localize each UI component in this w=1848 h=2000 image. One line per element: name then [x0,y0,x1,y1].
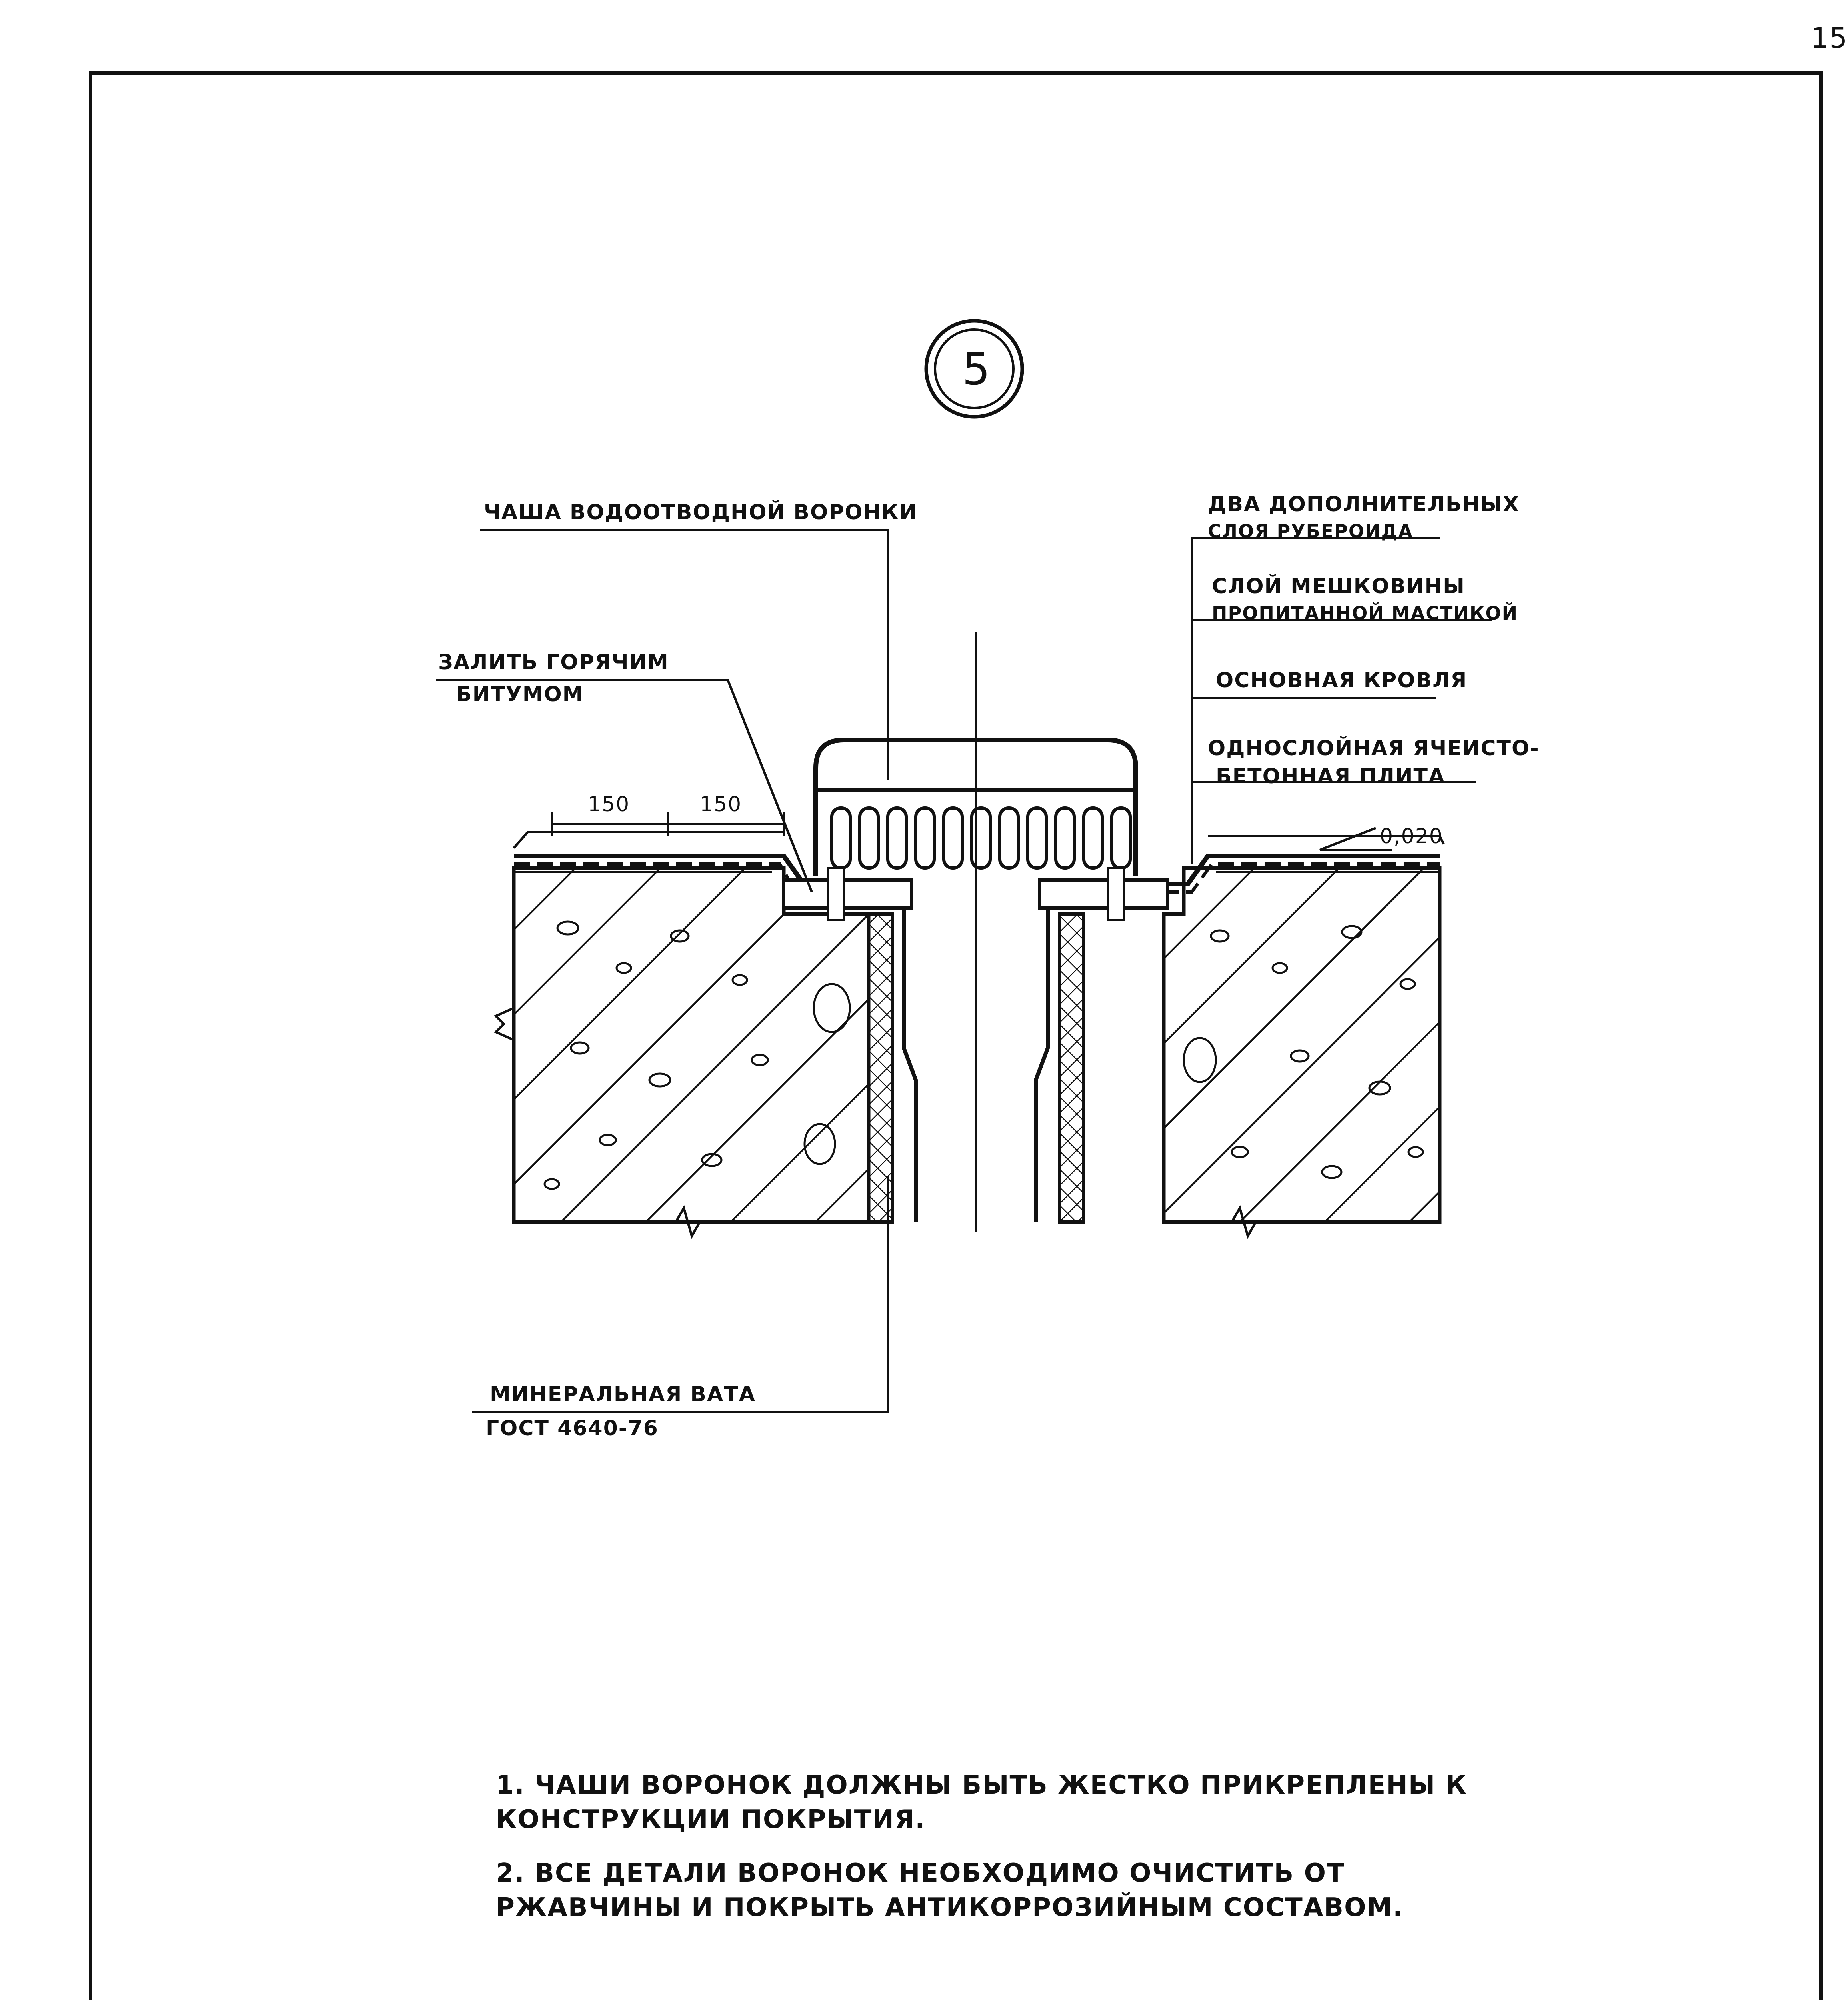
label-bitumen-1: ЗАЛИТЬ ГОРЯЧИМ [438,650,669,674]
dimension-150-left: 150 [588,792,630,816]
page-number: 15 [1811,22,1848,54]
label-layers-2: СЛОЯ РУБЕРОИДА [1208,520,1414,542]
slope-label: 0,020 [1380,824,1443,848]
label-main-roof: ОСНОВНАЯ КРОВЛЯ [1216,668,1468,692]
node-marker-number: 5 [962,344,991,395]
note-2: 2. ВСЕ ДЕТАЛИ ВОРОНОК НЕОБХОДИМО ОЧИСТИТЬ ОТ РЖАВЧИНЫ И ПОКРЫТЬ АНТИКОРРОЗИЙНЫМ СОСТАВОМ. [496,1858,1404,1923]
label-burlap-1: СЛОЙ МЕШКОВИНЫ [1212,574,1465,598]
dimension-150-right: 150 [700,792,742,816]
label-bowl: ЧАША ВОДООТВОДНОЙ ВОРОНКИ [484,500,918,524]
label-burlap-2: ПРОПИТАННОЙ МАСТИКОЙ [1212,602,1518,624]
label-wool-1: МИНЕРАЛЬНАЯ ВАТА [490,1382,756,1406]
label-slab-2: БЕТОННАЯ ПЛИТА [1216,764,1446,788]
note-1: 1. ЧАШИ ВОРОНОК ДОЛЖНЫ БЫТЬ ЖЕСТКО ПРИКРЕПЛЕНЫ К КОНСТРУКЦИИ ПОКРЫТИЯ. [496,1770,1467,1835]
label-bitumen-2: БИТУМОМ [456,682,584,706]
label-wool-2: ГОСТ 4640-76 [486,1416,659,1440]
label-slab-1: ОДНОСЛОЙНАЯ ЯЧЕИСТО- [1208,736,1540,760]
label-layers-1: ДВА ДОПОЛНИТЕЛЬНЫХ [1208,492,1520,516]
